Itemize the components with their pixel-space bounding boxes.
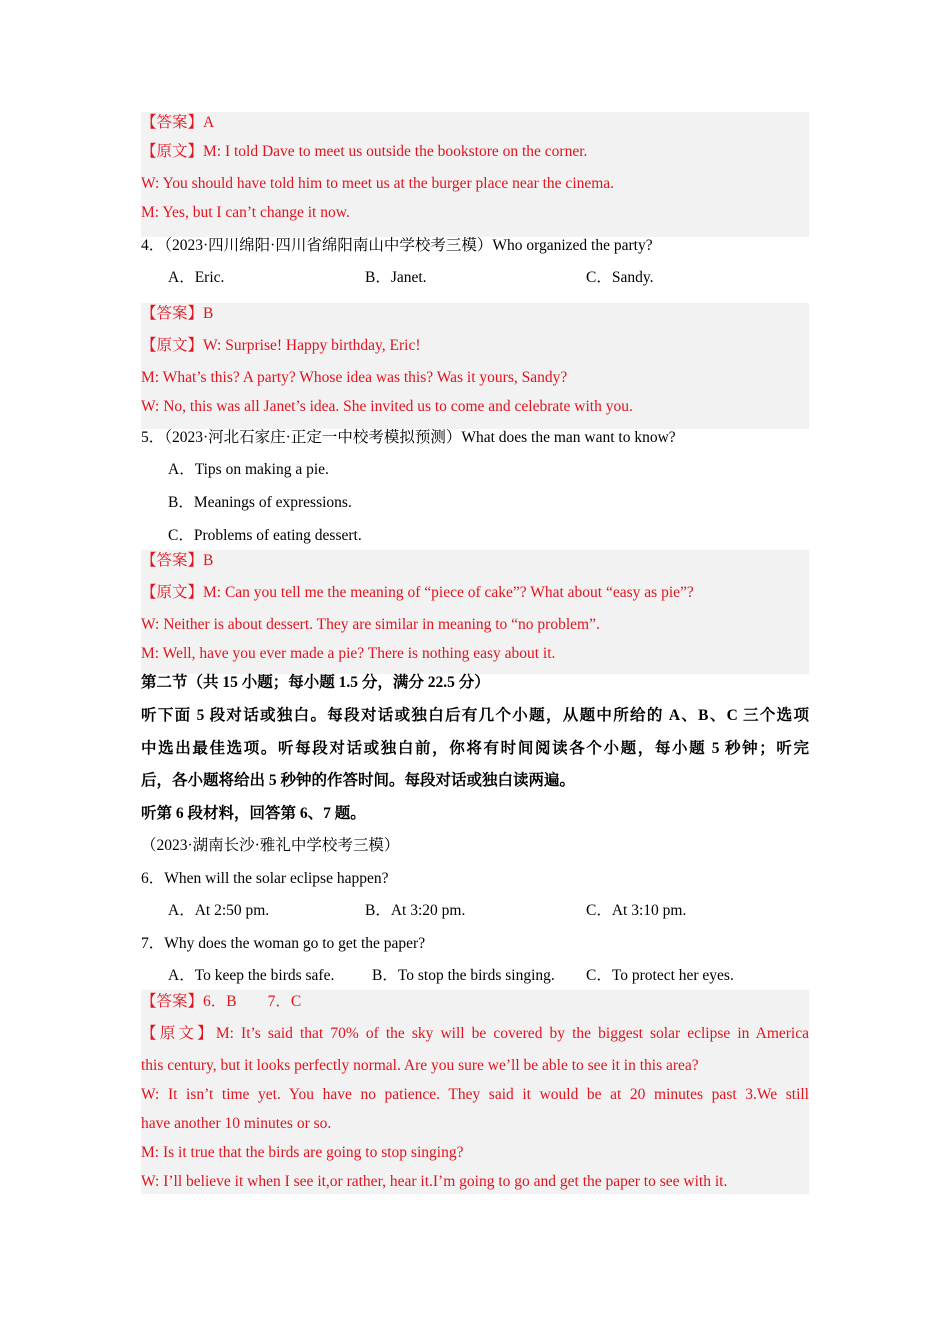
transcript-line: W: It isn’t time yet. You have no patience. They said it would be at 20 minutes past 3.We still bbox=[141, 1086, 809, 1103]
option-b: B．Meanings of expressions. bbox=[168, 494, 352, 511]
answer-block-q3 bbox=[141, 112, 809, 237]
option-a: A．Eric. bbox=[168, 269, 225, 286]
transcript-line: this century, but it looks perfectly normal. Are you sure we’ll be able to see it in this area? bbox=[141, 1057, 699, 1074]
option-a: A．To keep the birds safe. bbox=[168, 967, 335, 984]
transcript-line: 【原文】W: Surprise! Happy birthday, Eric! bbox=[141, 337, 421, 354]
transcript-line: W: You should have told him to meet us at the burger place near the cinema. bbox=[141, 175, 615, 192]
option-a: A．Tips on making a pie. bbox=[168, 461, 329, 478]
transcript-line: have another 10 minutes or so. bbox=[141, 1115, 332, 1132]
instruction-line: 后，各小题将给出 5 秒钟的作答时间。每段对话或独白读两遍。 bbox=[141, 772, 576, 789]
option-c: C．Sandy. bbox=[586, 269, 654, 286]
options-q7 bbox=[141, 968, 809, 990]
transcript-line: 【原文】M: Can you tell me the meaning of “piece of cake”? What about “easy as pie”? bbox=[141, 584, 694, 601]
instruction-line: 中选出最佳选项。听每段对话或独白前，你将有时间阅读各个小题，每小题 5 秒钟；听完 bbox=[141, 740, 809, 757]
question-q5: 5．（2023·河北石家庄·正定一中校考模拟预测）What does the man want to know? bbox=[141, 429, 676, 446]
answer-label: 【答案】B bbox=[141, 552, 214, 569]
option-b: B．Janet. bbox=[365, 269, 427, 286]
option-c: C．Problems of eating dessert. bbox=[168, 527, 362, 544]
transcript-line: M: Yes, but I can’t change it now. bbox=[141, 204, 350, 221]
material-heading: 听第 6 段材料，回答第 6、7 题。 bbox=[141, 805, 366, 822]
transcript-line: M: Well, have you ever made a pie? There is nothing easy about it. bbox=[141, 645, 556, 662]
transcript-line: W: Neither is about dessert. They are similar in meaning to “no problem”. bbox=[141, 616, 600, 633]
section-heading: 第二节（共 15 小题；每小题 1.5 分，满分 22.5 分） bbox=[141, 674, 490, 691]
option-c: C．To protect her eyes. bbox=[586, 967, 734, 984]
transcript-line: W: No, this was all Janet’s idea. She invited us to come and celebrate with you. bbox=[141, 398, 633, 415]
instruction-line: 听下面 5 段对话或独白。每段对话或独白后有几个小题，从题中所给的 A、B、C 三个选项 bbox=[141, 707, 809, 724]
transcript-line: W: I’ll believe it when I see it,or rather, hear it.I’m going to go and get the paper to see with it. bbox=[141, 1173, 728, 1190]
option-b: B．At 3:20 pm. bbox=[365, 902, 466, 919]
source-note: （2023·湖南长沙·雅礼中学校考三模） bbox=[141, 837, 400, 854]
options-q4 bbox=[141, 270, 809, 303]
answer-label: 【答案】B bbox=[141, 305, 214, 322]
answer-label: 【答案】6．B 7．C bbox=[141, 993, 302, 1010]
transcript-line: M: Is it true that the birds are going to stop singing? bbox=[141, 1144, 464, 1161]
transcript-line: M: What’s this? A party? Whose idea was this? Was it yours, Sandy? bbox=[141, 369, 568, 386]
transcript-line: 【原文】M: It’s said that 70% of the sky will be covered by the biggest solar eclipse in America bbox=[141, 1025, 809, 1042]
question-q7: 7．Why does the woman go to get the paper? bbox=[141, 935, 426, 952]
option-b: B．To stop the birds singing. bbox=[372, 967, 555, 984]
answer-block-q4 bbox=[141, 303, 809, 429]
answer-block-q6-q7 bbox=[141, 990, 809, 1194]
option-c: C．At 3:10 pm. bbox=[586, 902, 687, 919]
options-q6 bbox=[141, 903, 809, 936]
question-q4: 4．（2023·四川绵阳·四川省绵阳南山中学校考三模）Who organized the party? bbox=[141, 237, 653, 254]
transcript-line: 【原文】M: I told Dave to meet us outside the bookstore on the corner. bbox=[141, 143, 588, 160]
document-page bbox=[141, 112, 809, 1194]
answer-label: 【答案】A bbox=[141, 114, 215, 131]
option-a: A．At 2:50 pm. bbox=[168, 902, 270, 919]
answer-block-q5 bbox=[141, 550, 809, 674]
question-q6: 6．When will the solar eclipse happen? bbox=[141, 870, 389, 887]
